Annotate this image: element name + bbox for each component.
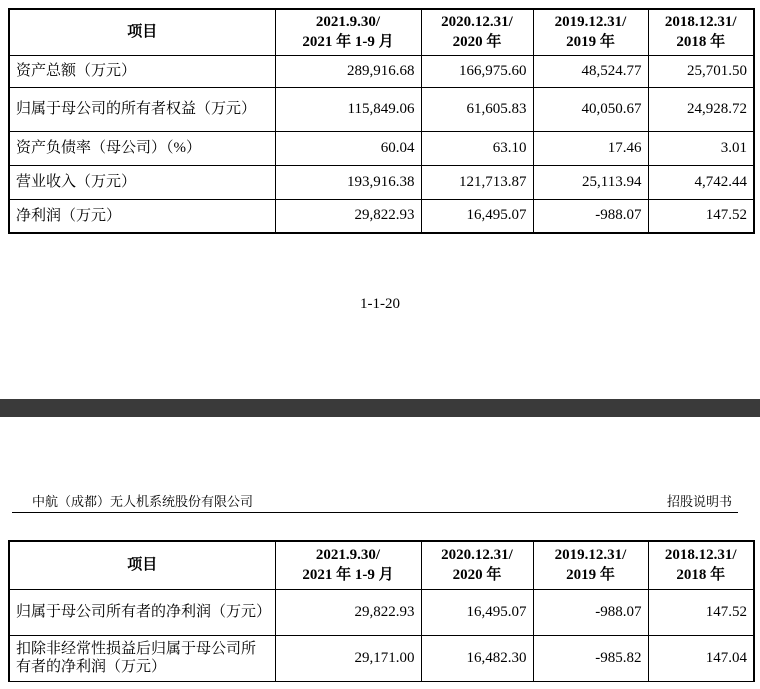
cell-value: 40,050.67 bbox=[533, 87, 648, 131]
header-2020: 2020.12.31/ 2020 年 bbox=[421, 9, 533, 55]
row-label: 营业收入（万元） bbox=[9, 165, 275, 199]
table-row bbox=[9, 199, 754, 233]
cell-value: 16,495.07 bbox=[421, 589, 533, 635]
financial-table-2 bbox=[8, 540, 755, 682]
cell-value: -985.82 bbox=[533, 635, 648, 681]
cell-value: 16,482.30 bbox=[421, 635, 533, 681]
header-item: 项目 bbox=[9, 9, 275, 55]
cell-value: 193,916.38 bbox=[275, 165, 421, 199]
cell-value: 24,928.72 bbox=[648, 87, 754, 131]
row-label: 归属于母公司所有者的净利润（万元） bbox=[9, 589, 275, 635]
cell-value: 147.52 bbox=[648, 589, 754, 635]
header-2021: 2021.9.30/ 2021 年 1-9 月 bbox=[275, 541, 421, 589]
header-2018: 2018.12.31/ 2018 年 bbox=[648, 9, 754, 55]
document-title: 招股说明书 bbox=[666, 495, 732, 510]
cell-value: 147.04 bbox=[648, 635, 754, 681]
cell-value: 147.52 bbox=[648, 199, 754, 233]
row-label: 净利润（万元） bbox=[9, 199, 275, 233]
cell-value: -988.07 bbox=[533, 589, 648, 635]
cell-value: 29,822.93 bbox=[275, 199, 421, 233]
table-header-row bbox=[9, 9, 754, 55]
header-2018: 2018.12.31/ 2018 年 bbox=[648, 541, 754, 589]
page-separator bbox=[0, 399, 760, 417]
row-label: 归属于母公司的所有者权益（万元） bbox=[9, 87, 275, 131]
table-header-row bbox=[9, 541, 754, 589]
cell-value: 121,713.87 bbox=[421, 165, 533, 199]
cell-value: 25,113.94 bbox=[533, 165, 648, 199]
row-label: 资产负债率（母公司）（%） bbox=[9, 131, 275, 165]
table-row bbox=[9, 635, 754, 681]
table-row bbox=[9, 589, 754, 635]
header-2019: 2019.12.31/ 2019 年 bbox=[533, 541, 648, 589]
header-2019: 2019.12.31/ 2019 年 bbox=[533, 9, 648, 55]
cell-value: 25,701.50 bbox=[648, 55, 754, 87]
table-row bbox=[9, 55, 754, 87]
header-item: 项目 bbox=[9, 541, 275, 589]
cell-value: 166,975.60 bbox=[421, 55, 533, 87]
cell-value: 16,495.07 bbox=[421, 199, 533, 233]
cell-value: 61,605.83 bbox=[421, 87, 533, 131]
table-row bbox=[9, 165, 754, 199]
cell-value: -988.07 bbox=[533, 199, 648, 233]
page-number: 1-1-20 bbox=[360, 296, 400, 312]
row-label: 资产总额（万元） bbox=[9, 55, 275, 87]
table-row bbox=[9, 87, 754, 131]
cell-value: 4,742.44 bbox=[648, 165, 754, 199]
cell-value: 29,171.00 bbox=[275, 635, 421, 681]
header-2021: 2021.9.30/ 2021 年 1-9 月 bbox=[275, 9, 421, 55]
cell-value: 63.10 bbox=[421, 131, 533, 165]
cell-value: 3.01 bbox=[648, 131, 754, 165]
cell-value: 60.04 bbox=[275, 131, 421, 165]
financial-table-1 bbox=[8, 8, 755, 234]
document-header bbox=[12, 489, 738, 513]
cell-value: 48,524.77 bbox=[533, 55, 648, 87]
cell-value: 29,822.93 bbox=[275, 589, 421, 635]
header-2020: 2020.12.31/ 2020 年 bbox=[421, 541, 533, 589]
cell-value: 289,916.68 bbox=[275, 55, 421, 87]
cell-value: 17.46 bbox=[533, 131, 648, 165]
table-row bbox=[9, 131, 754, 165]
row-label: 扣除非经常性损益后归属于母公司所有者的净利润（万元） bbox=[9, 635, 275, 681]
company-name: 中航（成都）无人机系统股份有限公司 bbox=[32, 495, 254, 510]
cell-value: 115,849.06 bbox=[275, 87, 421, 131]
